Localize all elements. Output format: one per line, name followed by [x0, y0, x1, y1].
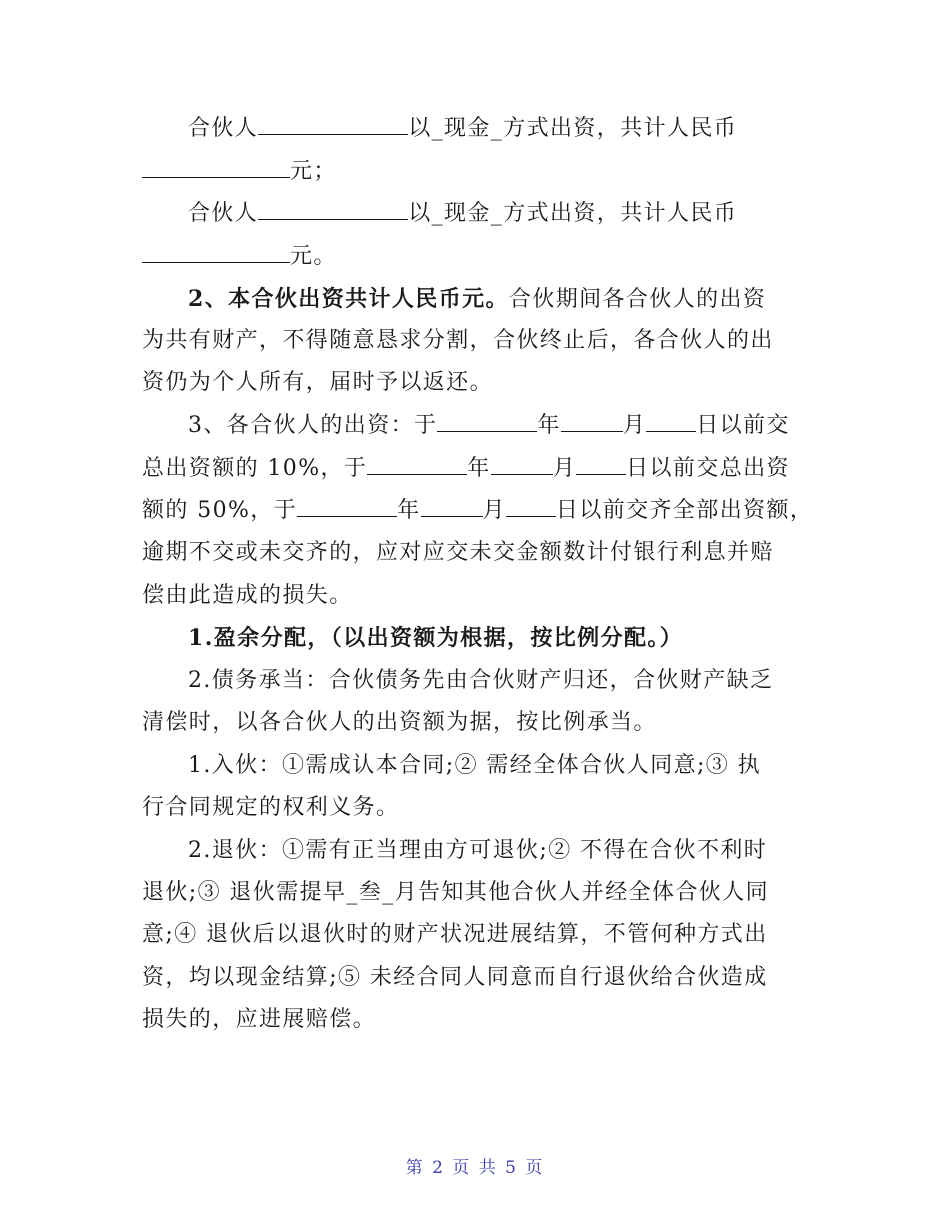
withdraw-line-2: 退伙;③ 退伙需提早_叁_月告知其他合伙人并经全体合伙人同 — [142, 880, 770, 905]
year-label: 年 — [537, 413, 561, 438]
withdraw-line-4: 资，均以现金结算;⑤ 未经合同人同意而自行退伙给合伙造成 — [142, 965, 768, 990]
year-blank[interactable] — [367, 454, 467, 475]
clause-2-line-2: 为共有财产，不得随意恳求分割，合伙终止后，各合伙人的出 — [142, 328, 774, 353]
withdraw-line-1: 2.退伙：①需有正当理由方可退伙;② 不得在合伙不利时 — [188, 838, 768, 863]
amount-unit: 元； — [290, 159, 337, 184]
month-blank[interactable] — [421, 496, 483, 517]
clause-3-line-5: 偿由此造成的损失。 — [142, 583, 353, 608]
profit-distribution-heading: 1.盈余分配，（以出资额为根据，按比例分配。） — [188, 625, 684, 651]
blank-field[interactable] — [258, 114, 408, 135]
month-blank[interactable] — [491, 454, 553, 475]
day-blank[interactable] — [506, 496, 556, 517]
partner-line-2-amount — [142, 242, 337, 272]
amount-blank[interactable] — [142, 242, 290, 263]
clause-3-text: 日以前交齐全部出资额， — [555, 498, 814, 523]
partner-contribution-text: 以_现金_方式出资，共计人民币 — [408, 116, 738, 141]
clause-2-text: 合伙期间各合伙人的出资 — [508, 287, 767, 312]
clause-3-text: 日以前交总出资 — [626, 456, 790, 481]
clause-3-text: 总出资额的 10%，于 — [142, 456, 368, 481]
year-blank[interactable] — [437, 411, 537, 432]
clause-2-heading: 2、本合伙出资共计人民币元。 — [188, 286, 509, 312]
clause-3-line-1 — [188, 411, 790, 441]
year-label: 年 — [467, 456, 491, 481]
month-label: 月 — [552, 456, 577, 481]
clause-2-line-3: 资仍为个人所有，届时予以返还。 — [142, 370, 494, 395]
page-number-footer: 第 2 页 共 5 页 — [405, 1158, 545, 1178]
amount-unit: 元。 — [290, 244, 337, 269]
year-label: 年 — [397, 498, 421, 523]
day-blank[interactable] — [576, 454, 626, 475]
amount-blank[interactable] — [142, 157, 290, 178]
clause-3-line-2 — [142, 454, 790, 484]
partner-label: 合伙人 — [188, 201, 259, 226]
partner-line-1 — [188, 114, 737, 144]
clause-3-text: 3、各合伙人的出资：于 — [188, 413, 438, 438]
withdraw-line-3: 意;④ 退伙后以退伙时的财产状况进展结算，不管何种方式出 — [142, 922, 768, 947]
day-blank[interactable] — [646, 411, 696, 432]
join-line-1: 1.入伙：①需成认本合同;② 需经全体合伙人同意;③ 执 — [188, 753, 762, 778]
debt-line-1: 2.债务承当：合伙债务先由合伙财产归还，合伙财产缺乏 — [188, 668, 774, 693]
join-line-2: 行合同规定的权利义务。 — [142, 795, 400, 820]
blank-field[interactable] — [258, 199, 408, 220]
clause-2-line-1 — [188, 284, 766, 314]
clause-3-line-3 — [142, 496, 813, 526]
month-label: 月 — [622, 413, 647, 438]
partner-line-2 — [188, 199, 737, 229]
year-blank[interactable] — [297, 496, 397, 517]
clause-3-text: 额的 50%，于 — [142, 498, 298, 523]
debt-line-2: 清偿时，以各合伙人的出资额为据，按比例承当。 — [142, 710, 657, 735]
month-label: 月 — [482, 498, 506, 523]
partner-contribution-text: 以_现金_方式出资，共计人民币 — [408, 201, 738, 226]
partner-line-1-amount — [142, 157, 337, 187]
clause-3-text: 日以前交 — [696, 413, 790, 438]
partner-label: 合伙人 — [188, 116, 259, 141]
clause-3-line-4: 逾期不交或未交齐的，应对应交未交金额数计付银行利息并赔 — [142, 540, 774, 565]
month-blank[interactable] — [561, 411, 623, 432]
withdraw-line-5: 损失的，应进展赔偿。 — [142, 1007, 377, 1032]
